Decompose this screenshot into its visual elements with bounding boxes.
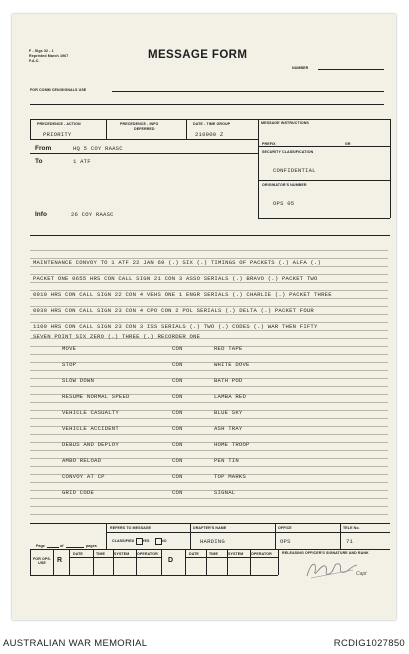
ruled-line (30, 354, 388, 355)
code-value: WHITE DOVE (214, 361, 250, 368)
code-term: SLOW DOWN (62, 377, 95, 384)
r-label: R (57, 557, 63, 564)
code-term: MOVE (62, 345, 77, 352)
form-ref-line2: Reprinted March 1967 (29, 54, 69, 58)
code-row (52, 377, 382, 386)
r-time-label: TIME (96, 552, 105, 556)
page-label: Page (36, 544, 45, 548)
code-by: CON (172, 361, 183, 368)
code-value: TOP MARKS (214, 473, 247, 480)
code-by: CON (172, 409, 183, 416)
form-title: MESSAGE FORM (148, 49, 248, 61)
ruled-line (30, 498, 388, 499)
drafters-name-value: HARDING (200, 538, 225, 545)
d-operator-label: OPERATOR (251, 552, 272, 556)
security-classification-label: SECURITY CLASSIFICATION (262, 150, 314, 154)
to-value: 1 ATF (73, 158, 91, 165)
precedence-action-label: PRECEDENCE - ACTION (37, 122, 81, 126)
number-label: NUMBER (292, 66, 309, 70)
code-row (52, 441, 382, 450)
ruled-line (30, 402, 388, 403)
code-by: CON (172, 489, 183, 496)
ruled-line (30, 370, 388, 371)
prefix-label: PREFIX (262, 142, 276, 146)
code-by: CON (172, 473, 183, 480)
gr-label: GR (345, 142, 351, 146)
code-row (52, 361, 382, 370)
footer-left: AUSTRALIAN WAR MEMORIAL (3, 638, 148, 649)
body-line-2: PACKET ONE 0655 HRS CON CALL SIGN 21 CON 3 ASSO SERIALS (.) BRAVO (.) PACKET TWO (33, 275, 318, 282)
code-value: HOME TROOP (214, 441, 250, 448)
code-term: GRID CODE (62, 489, 95, 496)
tele-no-label: TELE No. (343, 526, 360, 530)
code-term: VEHICLE ACCIDENT (62, 425, 119, 432)
office-label: OFFICE (278, 526, 292, 530)
of-label: of (60, 544, 64, 548)
ruled-line (30, 482, 388, 483)
precedence-info-label: PRECEDENCE - INFO (120, 122, 159, 126)
rank-value: Capt (356, 571, 367, 577)
code-row (52, 473, 382, 482)
code-row (52, 393, 382, 402)
code-row (52, 489, 382, 498)
signature-scribble (305, 556, 361, 582)
info-value: 26 COY RAASC (71, 211, 114, 218)
drafters-name-label: DRAFTER'S NAME (193, 526, 227, 530)
ruled-line (30, 514, 388, 515)
r-operator-label: OPERATOR (137, 552, 158, 556)
dtg-label: DATE - TIME GROUP (193, 122, 231, 126)
ruled-line (30, 314, 388, 315)
code-term: STOP (62, 361, 77, 368)
code-value: SIGNAL (214, 489, 236, 496)
refers-to-message-label: REFERS TO MESSAGE (110, 526, 152, 530)
code-term: RESUME NORMAL SPEED (62, 393, 130, 400)
code-value: LAMBA RED (214, 393, 247, 400)
info-label: Info (35, 211, 47, 218)
classified-yes-label: YES (142, 539, 150, 543)
originators-number-value: OPS 05 (273, 200, 295, 207)
code-term: DEBUS AND DEPLOY (62, 441, 119, 448)
code-value: BATH POD (214, 377, 243, 384)
ruled-line (30, 298, 388, 299)
d-label: D (168, 557, 174, 564)
code-value: RED TAPE (214, 345, 243, 352)
ruled-line (30, 450, 388, 451)
body-line-5: 1100 HRS CON CALL SIGN 23 CON 3 ISS SERIALS (.) TWO (.) CODES (.) WAR THEN FIFTY (33, 323, 318, 330)
for-ops-use-label: FOR OPS. USE (33, 557, 51, 566)
code-row (52, 457, 382, 466)
form-ref-line1: F - Sigs 32 - 1 (29, 49, 54, 53)
code-value: BLUE SKY (214, 409, 243, 416)
code-by: CON (172, 457, 183, 464)
classified-label: CLASSIFIED (112, 539, 135, 543)
code-by: CON (172, 425, 183, 432)
body-line-6: SEVEN POINT SIX ZERO (.) THREE (.) RECORDER ONE (33, 333, 201, 340)
office-value: OPS (280, 538, 291, 545)
precedence-action-value: PRIORITY (43, 131, 72, 138)
from-value: HQ 5 COY RAASC (73, 145, 123, 152)
ruled-line (30, 434, 388, 435)
d-system-label: SYSTEM (228, 552, 244, 556)
security-classification-value: CONFIDENTIAL (273, 167, 316, 174)
releasing-officer-label: RELEASING OFFICER'S SIGNATURE AND RANK (282, 551, 369, 555)
body-line-1: MAINTENANCE CONVOY TO 1 ATF 22 JAN 69 (.) SIX (.) TIMINGS OF PACKETS (.) ALFA (.) (33, 259, 322, 266)
to-label: To (35, 158, 43, 165)
footer-right: RCDIG1027850 (333, 638, 405, 649)
message-instructions-label: MESSAGE INSTRUCTIONS (261, 121, 309, 125)
d-date-label: DATE (189, 552, 199, 556)
ruled-line (30, 418, 388, 419)
code-row (52, 409, 382, 418)
code-term: CONVOY AT CP (62, 473, 105, 480)
pages-label: pages (86, 544, 97, 548)
dtg-value: 210900 Z (195, 131, 224, 138)
code-by: CON (172, 345, 183, 352)
classified-no-label: NO (161, 539, 167, 543)
r-date-label: DATE (73, 552, 83, 556)
ruled-line (30, 506, 388, 507)
r-system-label: SYSTEM (114, 552, 130, 556)
comm-cen-label: FOR COMM CEN/SIGNALS USE (30, 88, 87, 92)
ruled-line (30, 386, 388, 387)
code-term: AMBO RELOAD (62, 457, 102, 464)
body-line-3: 0910 HRS CON CALL SIGN 22 CON 4 VEHS ONE 1 ENGR SERIALS (.) CHARLIE (.) PACKET THREE (33, 291, 332, 298)
code-by: CON (172, 441, 183, 448)
code-row (52, 345, 382, 354)
from-label: From (35, 145, 52, 152)
ruled-line (30, 266, 388, 267)
code-by: CON (172, 377, 183, 384)
code-value: PEN TIN (214, 457, 239, 464)
originators-number-label: ORIGINATOR'S NUMBER (262, 183, 307, 187)
form-ref-line3: F.A.C. (29, 59, 40, 63)
ruled-line (30, 282, 388, 283)
tele-no-value: 71 (346, 538, 354, 545)
code-row (52, 425, 382, 434)
ruled-line (30, 250, 388, 251)
ruled-line (30, 466, 388, 467)
deferred-label: DEFERRED (134, 127, 155, 131)
code-by: CON (172, 393, 183, 400)
ruled-line (30, 330, 388, 331)
code-value: ASH TRAY (214, 425, 243, 432)
body-line-4: 0930 HRS CON CALL SIGN 23 CON 4 CPO CON 2 POL SERIALS (.) DELTA (.) PACKET FOUR (33, 307, 314, 314)
d-time-label: TIME (209, 552, 218, 556)
code-term: VEHICLE CASUALTY (62, 409, 119, 416)
